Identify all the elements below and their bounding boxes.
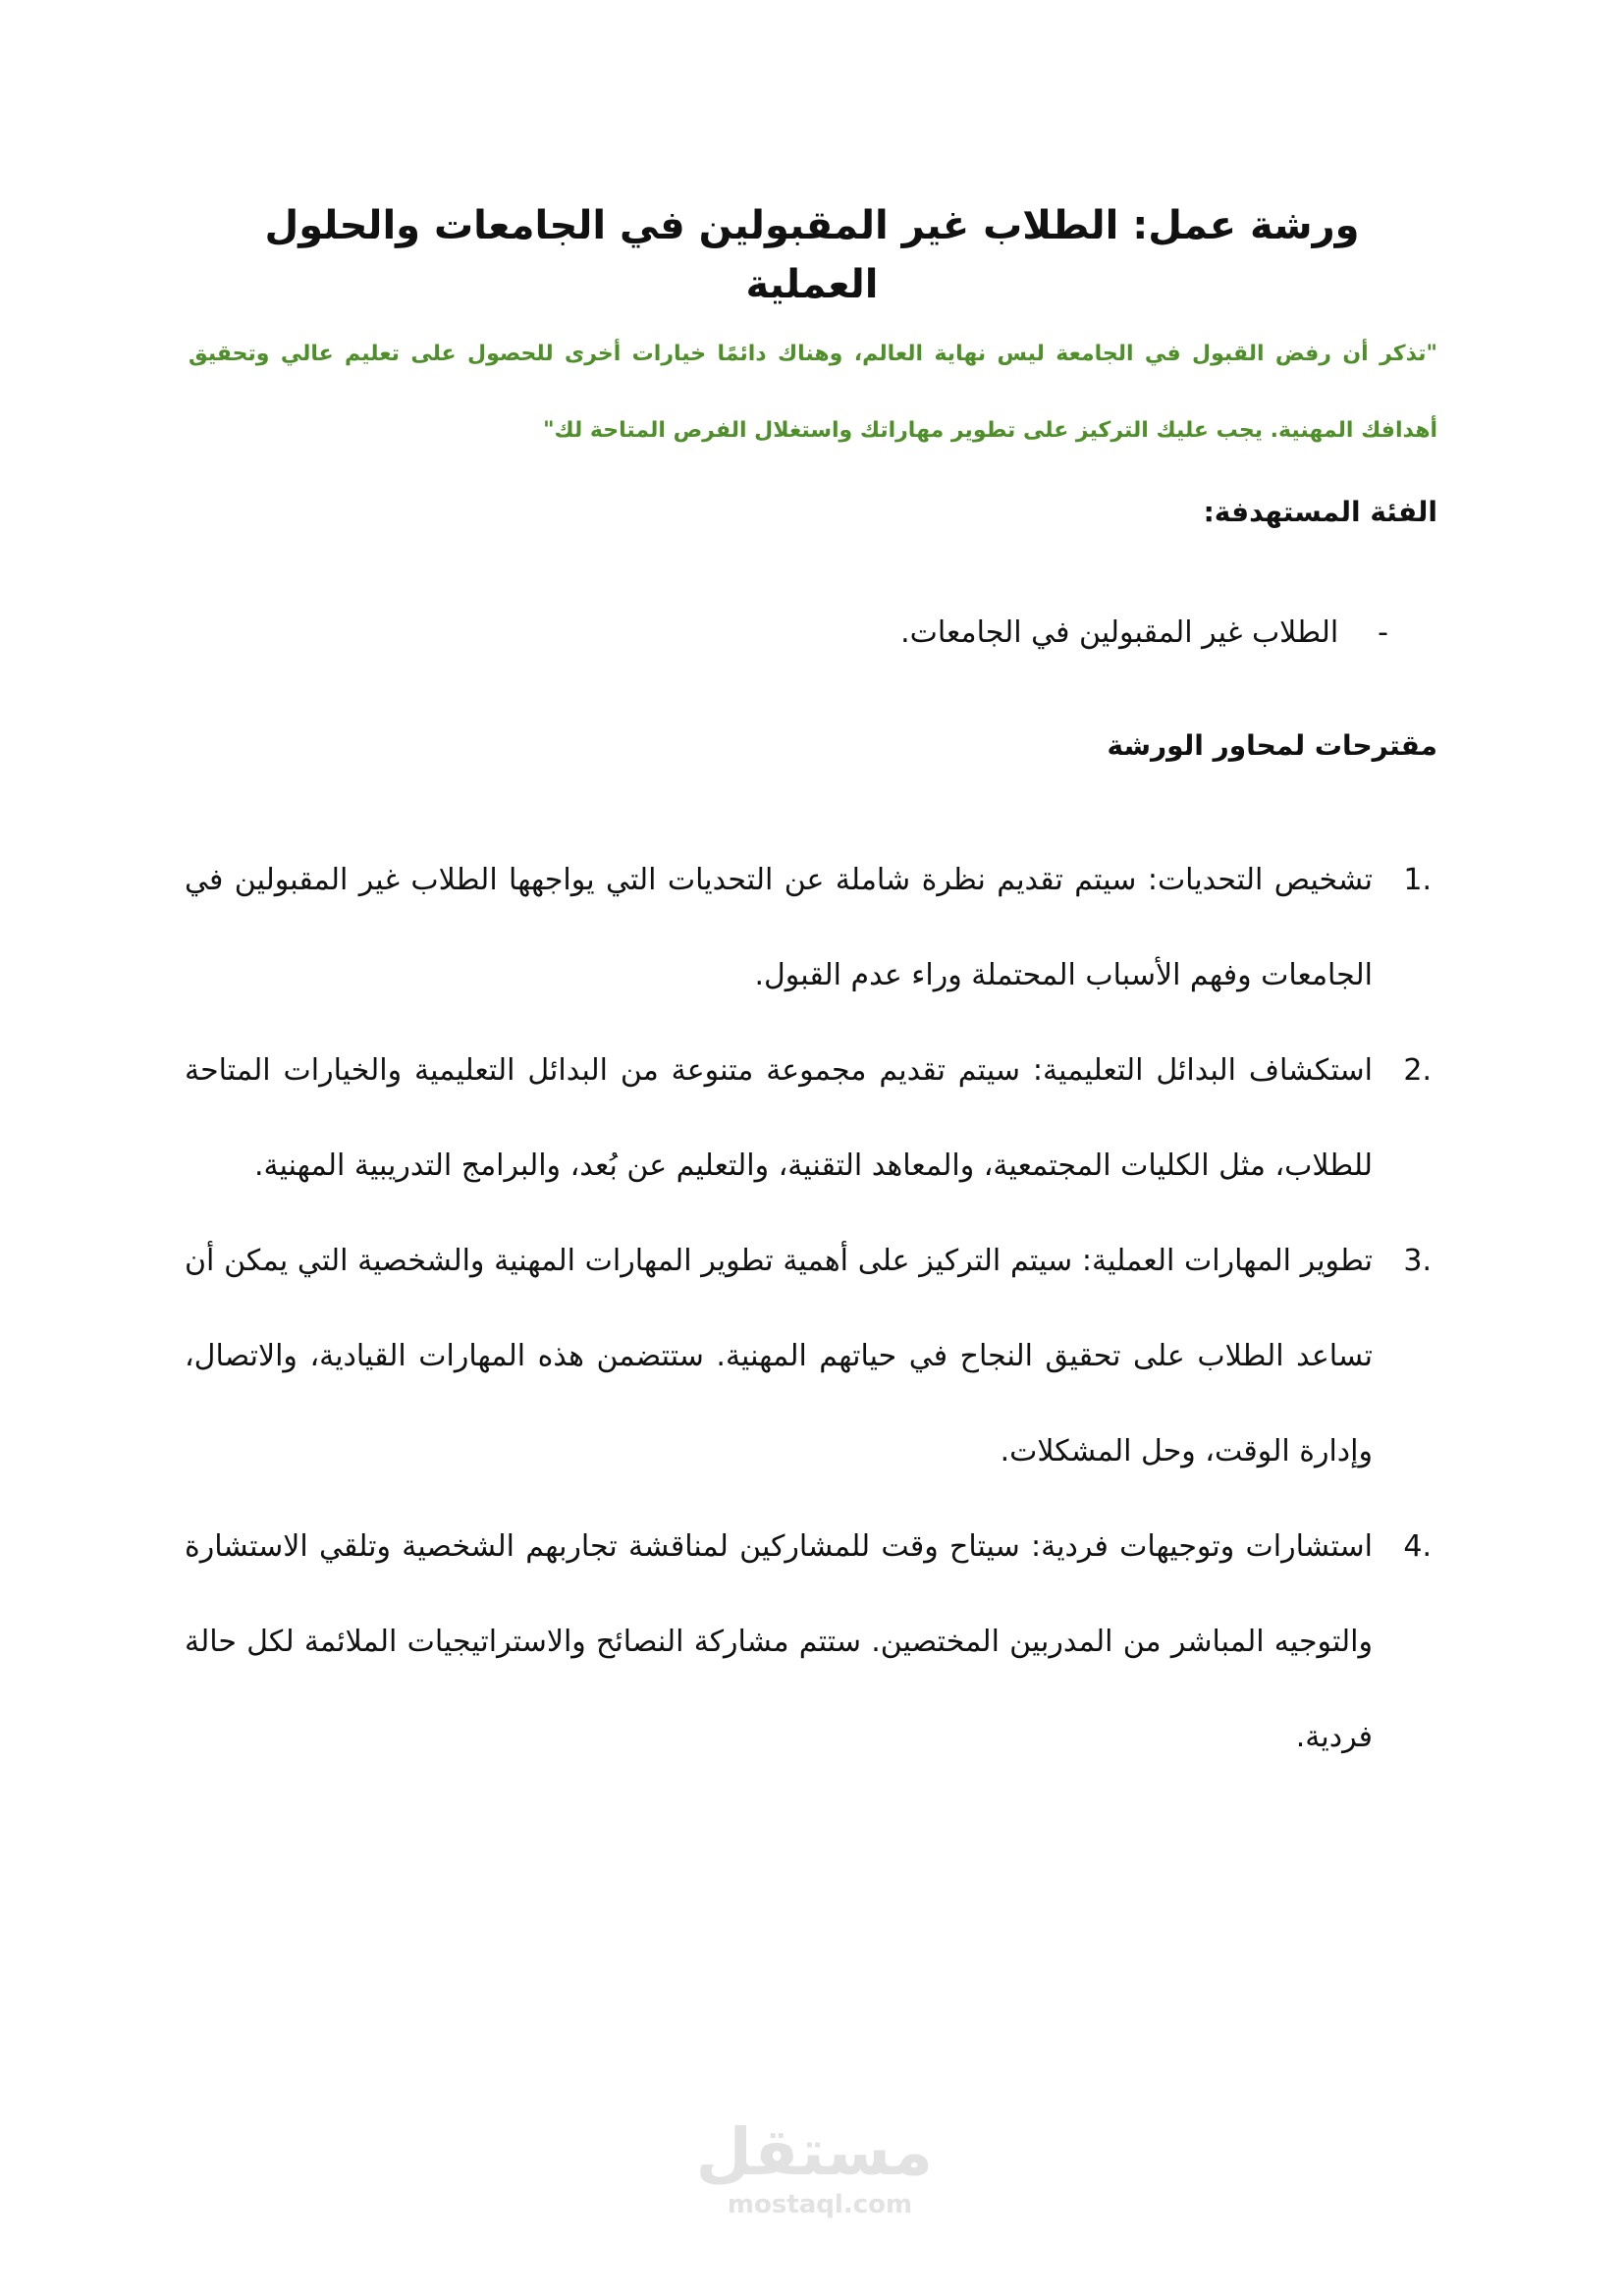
workshop-topics-list (185, 832, 1432, 1785)
list-item (900, 609, 1388, 658)
list-item-number: 3. (1403, 1244, 1432, 1278)
watermark (695, 2114, 933, 2219)
motivational-quote: "تذكر أن رفض القبول في الجامعة ليس نهاية العالم، وهناك دائمًا خيارات أخرى للحصول على تعليم عالي وتحقيق أهدافك المهنية. يجب عليك التركيز على تطوير مهاراتك واستغلال الفرص المتاحة لك" (189, 342, 1437, 443)
document-title: ورشة عمل: الطلاب غير المقبولين في الجامعات والحلول العملية (264, 203, 1360, 307)
target-audience-list (900, 609, 1388, 658)
list-item-number: 4. (1403, 1529, 1432, 1564)
list-item-text: تشخيص التحديات: سيتم تقديم نظرة شاملة عن التحديات التي يواجهها الطلاب غير المقبولين في الجامعات وفهم الأسباب المحتملة وراء عدم القبول. (185, 863, 1373, 992)
list-item (185, 1499, 1432, 1785)
list-item-text: استكشاف البدائل التعليمية: سيتم تقديم مجموعة متنوعة من البدائل التعليمية والخيارات المتاحة للطلاب، مثل الكليات المجتمعية، والمعاهد التقنية، والتعليم عن بُعد، والبرامج التدريبية المهنية. (185, 1053, 1373, 1183)
list-item-number: 1. (1403, 863, 1432, 897)
watermark-logo: مستقل (695, 2114, 933, 2190)
list-item-text: الطلاب غير المقبولين في الجامعات. (900, 615, 1339, 650)
list-item-number: 2. (1403, 1053, 1432, 1088)
list-item-text: استشارات وتوجيهات فردية: سيتاح وقت للمشاركين لمناقشة تجاربهم الشخصية وتلقي الاستشارة والتوجيه المباشر من المدربين المختصين. ستتم مشاركة النصائح والاستراتيجيات الملائمة لكل حالة فردية. (185, 1529, 1373, 1754)
list-item (185, 1023, 1432, 1213)
list-item-text: تطوير المهارات العملية: سيتم التركيز على أهمية تطوير المهارات المهنية والشخصية التي يمكن أن تساعد الطلاب على تحقيق النجاح في حياتهم المهنية. ستتضمن هذه المهارات القيادية، والاتصال، وإدارة الوقت، وحل المشكلات. (185, 1244, 1373, 1468)
bullet-marker: - (1378, 615, 1388, 650)
list-item (185, 832, 1432, 1023)
list-item (185, 1213, 1432, 1499)
workshop-topics-heading: مقترحات لمحاور الورشة (1107, 729, 1437, 762)
target-audience-heading: الفئة المستهدفة: (1203, 496, 1437, 528)
watermark-url: mostaql.com (727, 2190, 913, 2219)
